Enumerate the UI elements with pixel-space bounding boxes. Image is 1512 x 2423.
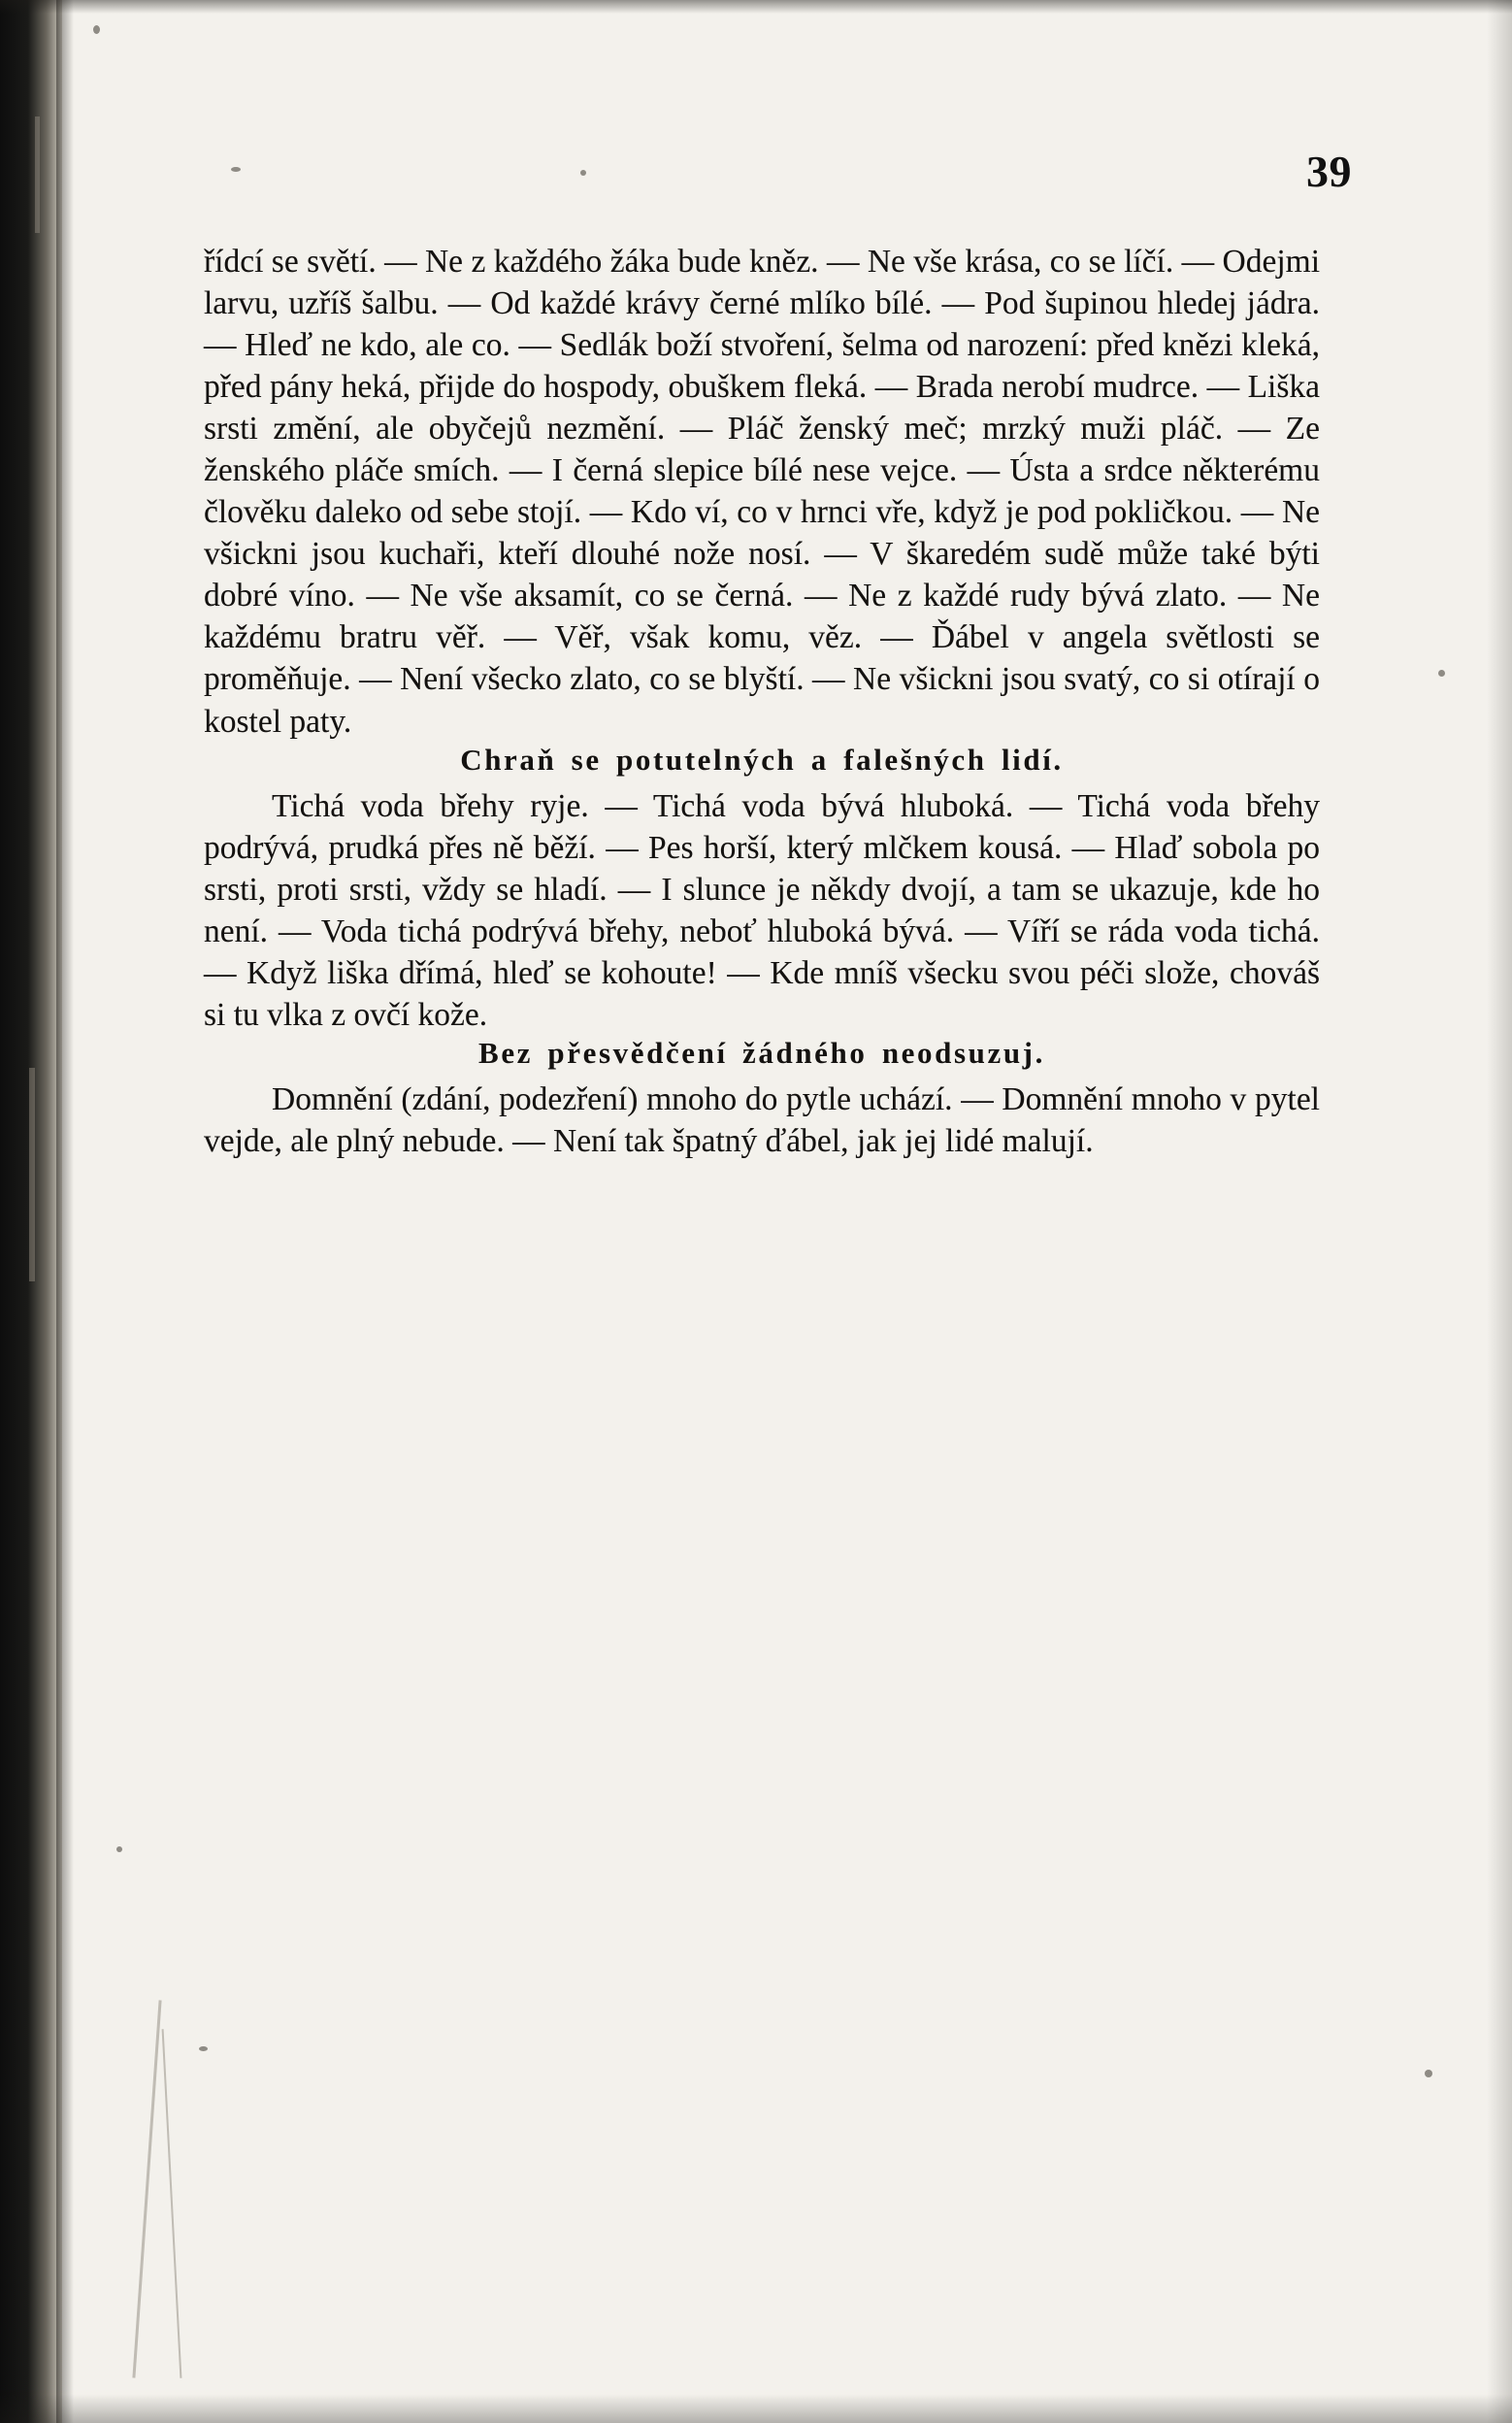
section-heading: Chraň se potutelných a falešných lidí. bbox=[460, 742, 1064, 777]
scan-speck bbox=[1438, 670, 1445, 677]
page-text-column bbox=[204, 241, 1320, 1162]
page-binding-shadow bbox=[56, 0, 74, 2423]
scan-speck bbox=[231, 167, 241, 172]
scan-speck bbox=[116, 1846, 122, 1852]
scan-thread-mark bbox=[29, 1068, 35, 1281]
paragraph: Tichá voda břehy ryje. — Tichá voda bývá hluboká. — Tichá voda břehy podrývá, prudká přes ně běží. — Pes horší, který mlčkem kousá. — Hlaď sobola po srsti, proti srsti, vždy se hladí. — I slunce je někdy dvojí, a tam se ukazuje, kde ho není. — Voda tichá podrývá břehy, neboť hluboká bývá. — Víří se ráda voda tichá. — Když liška dřímá, hleď se kohoute! — Kde mníš všecku svou péči slože, chováš si tu vlka z ovčí kože. bbox=[204, 787, 1320, 1033]
page-bottom-shadow bbox=[0, 2394, 1512, 2423]
scan-speck bbox=[1425, 2070, 1432, 2077]
scan-thread-mark bbox=[35, 116, 40, 233]
scan-speck bbox=[93, 25, 100, 34]
scan-speck bbox=[580, 170, 586, 176]
paragraph: řídcí se světí. — Ne z každého žáka bude kněz. — Ne vše krása, co se líčí. — Odejmi larvu, uzříš šalbu. — Od každé krávy černé mlíko bílé. — Pod šupinou hledej jádra. — Hleď ne kdo, ale co. — Sedlák boží stvoření, šelma od narození: před knězi kleká, před pány heká, přijde do hospody, obuškem fleká. — Brada nerobí mudrce. — Liška srsti změní, ale obyčejů nezmění. — Pláč ženský meč; mrzký muži pláč. — Ze ženského pláče smích. — I černá slepice bílé nese vejce. — Ústa a srdce některému člověku daleko od sebe stojí. — Kdo ví, co v hrnci vře, když je pod pokličkou. — Ne všickni jsou kuchaři, kteří dlouhé nože nosí. — V škaredém sudě může také býti dobré víno. — Ne vše aksamít, co se černá. — Ne z každé rudy bývá zlato. — Ne každému bratru věř. — Věř, však komu, věz. — Ďábel v angela světlosti se proměňuje. — Není všecko zlato, co se blyští. — Ne všickni jsou svatý, co si otírají o kostel paty. bbox=[204, 244, 1320, 740]
scan-speck bbox=[199, 2046, 208, 2051]
paragraph: Domnění (zdání, podezření) mnoho do pytle uchází. — Domnění mnoho v pytel vejde, ale plný nebude. — Není tak špatný ďábel, jak jej lidé malují. bbox=[204, 1080, 1320, 1159]
section-heading: Bez přesvědčení žádného neodsuzuj. bbox=[478, 1035, 1045, 1070]
page-top-shadow bbox=[0, 0, 1512, 14]
page-number: 39 bbox=[1306, 147, 1352, 196]
page-right-shadow bbox=[1487, 0, 1512, 2423]
